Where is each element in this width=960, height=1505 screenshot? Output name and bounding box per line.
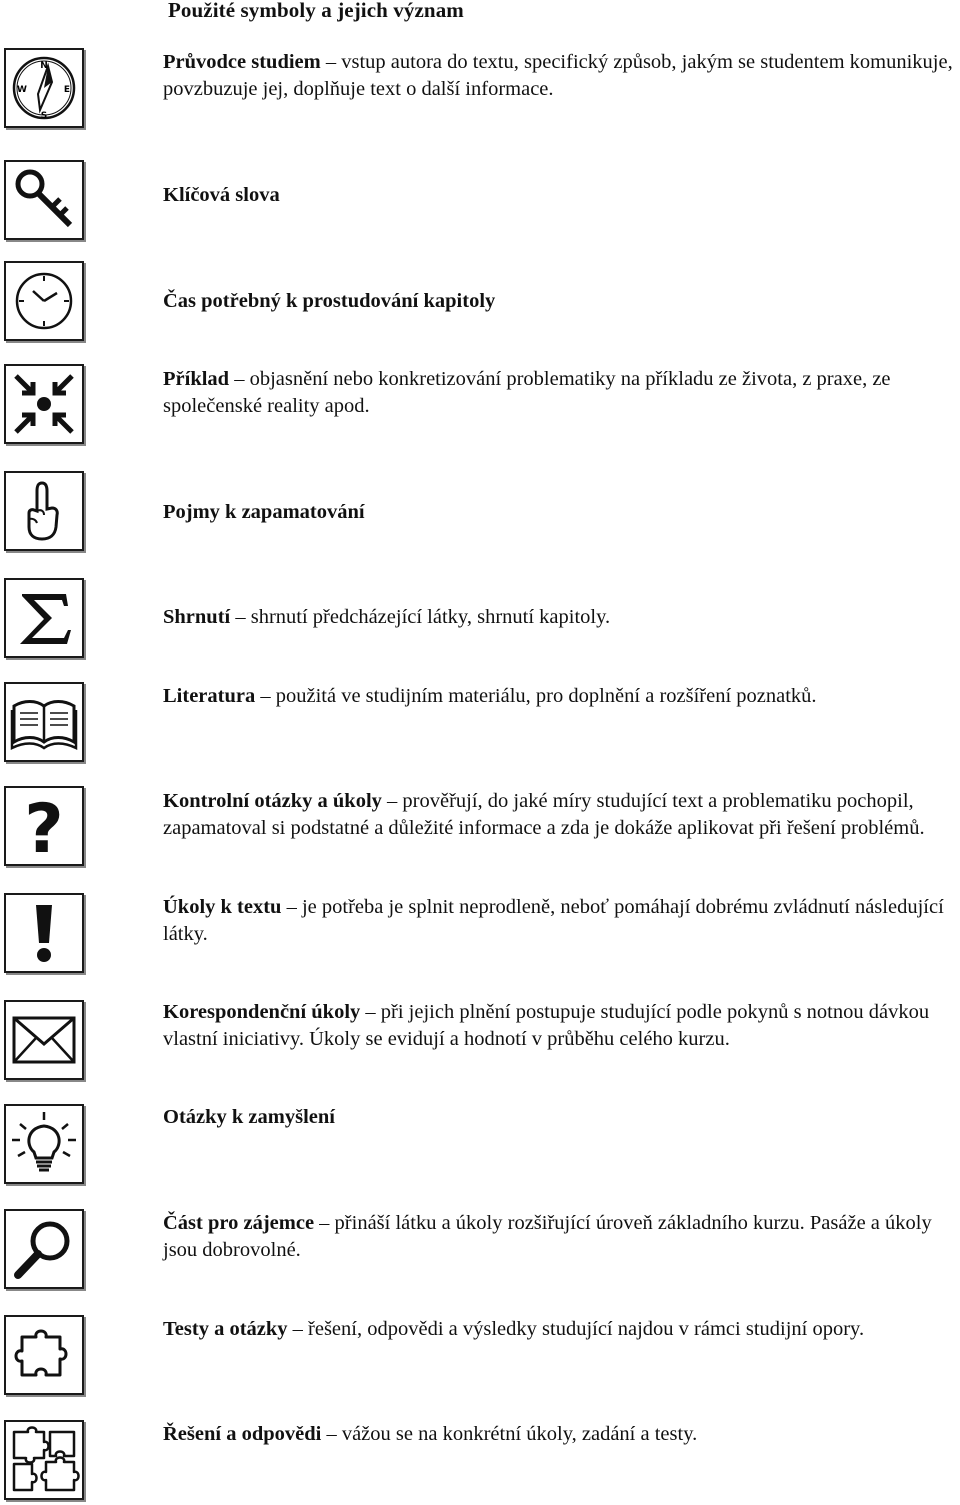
puzzle-pieces-icon (4, 1420, 84, 1500)
exclamation-mark-icon (4, 893, 84, 973)
svg-text:E: E (63, 85, 71, 95)
separator-dash: – (229, 368, 250, 390)
symbol-term: Část pro zájemce (163, 1212, 315, 1234)
symbol-term: Testy a otázky (163, 1318, 288, 1340)
symbol-description (163, 683, 958, 710)
symbol-explanation: prověřují, do jaké míry studující text a problematiku pochopil, zapamatoval si podstatné a důležité informace a zda je dokáže aplikovat při řešení problémů. (163, 790, 925, 839)
separator-dash: – (360, 1001, 381, 1023)
separator-dash: – (287, 1318, 309, 1340)
symbol-term: Klíčová slova (163, 184, 280, 206)
puzzle-piece-icon (4, 1315, 84, 1395)
page-title: Použité symboly a jejich význam (168, 0, 464, 22)
svg-text:?: ? (24, 790, 64, 862)
pointing-finger-icon (4, 471, 84, 551)
magnifier-icon (4, 1209, 84, 1289)
symbol-description (163, 49, 958, 102)
compass-icon (4, 48, 84, 128)
separator-dash: – (321, 1423, 342, 1445)
separator-dash: – (320, 51, 342, 73)
symbol-description (163, 288, 958, 315)
light-bulb-icon (4, 1104, 84, 1184)
symbol-description (163, 788, 958, 841)
clock-icon (4, 261, 84, 341)
svg-text:W: W (17, 85, 27, 95)
symbol-term: Kontrolní otázky a úkoly (163, 790, 382, 812)
symbol-term: Úkoly k textu (163, 896, 282, 918)
symbol-description (163, 1104, 958, 1131)
symbol-description (163, 182, 958, 209)
symbol-term: Průvodce studiem (163, 51, 321, 73)
symbol-description (163, 999, 958, 1052)
separator-dash: – (381, 790, 403, 812)
symbol-term: Otázky k zamyšlení (163, 1106, 335, 1128)
symbol-explanation: objasnění nebo konkretizování problematiky na příkladu ze života, z praxe, ze společenské reality apod. (163, 368, 891, 417)
symbol-explanation: přináší látku a úkoly rozšiřující úroveň základního kurzu. Pasáže a úkoly jsou dobrovolné. (163, 1212, 932, 1261)
focus-arrows-icon (4, 364, 84, 444)
symbol-term: Korespondenční úkoly (163, 1001, 361, 1023)
symbol-explanation: je potřeba je splnit neprodleně, neboť pomáhají dobrému zvládnutí následující látky. (163, 896, 944, 945)
book-icon (4, 682, 84, 762)
symbol-term: Shrnutí (163, 606, 231, 628)
symbol-explanation: vážou se na konkrétní úkoly, zadání a testy. (341, 1423, 698, 1445)
envelope-icon (4, 1000, 84, 1080)
separator-dash: – (230, 606, 251, 628)
svg-text:N: N (40, 61, 48, 71)
symbol-description (163, 894, 958, 947)
symbol-explanation: použitá ve studijním materiálu, pro doplnění a rozšíření poznatků. (275, 685, 817, 707)
svg-text:S: S (40, 111, 48, 121)
separator-dash: – (314, 1212, 335, 1234)
symbol-description (163, 1316, 958, 1343)
symbol-explanation: řešení, odpovědi a výsledky studující najdou v rámci studijní opory. (308, 1318, 865, 1340)
separator-dash: – (255, 685, 276, 707)
symbol-description (163, 499, 958, 526)
symbol-explanation: vstup autora do textu, specifický způsob, jakým se studentem komunikuje, povzbuzuje jej, doplňuje text o další informace. (163, 51, 953, 100)
symbol-term: Příklad (163, 368, 230, 390)
symbol-term: Pojmy k zapamatování (163, 501, 365, 523)
sigma-icon (4, 578, 84, 658)
question-mark-icon (4, 786, 84, 866)
symbol-description (163, 1421, 958, 1448)
symbol-description (163, 366, 958, 419)
symbol-term: Řešení a odpovědi (163, 1423, 322, 1445)
key-icon (4, 160, 84, 240)
symbol-explanation: shrnutí předcházející látky, shrnutí kapitoly. (250, 606, 611, 628)
symbol-description (163, 604, 958, 631)
symbol-term: Literatura (163, 685, 256, 707)
symbol-term: Čas potřebný k prostudování kapitoly (163, 290, 496, 312)
symbol-description (163, 1210, 958, 1263)
symbol-explanation: při jejich plnění postupuje studující podle pokynů s notnou dávkou vlastní iniciativy. Úkoly se evidují a hodnotí v průběhu celého kurzu. (163, 1001, 930, 1050)
separator-dash: – (281, 896, 302, 918)
